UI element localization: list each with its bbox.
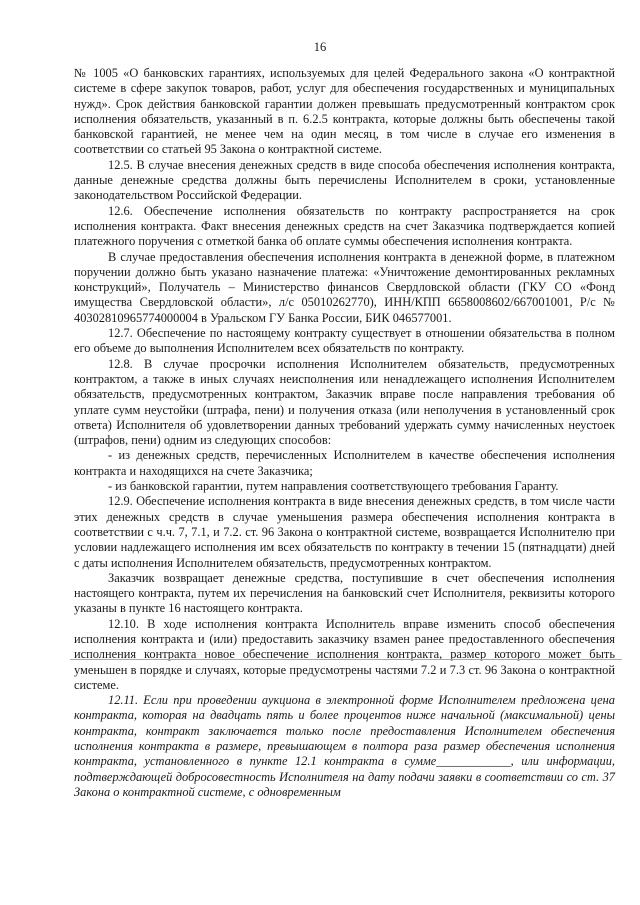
- page-number: 16: [313, 40, 327, 54]
- paragraph-12-7: 12.7. Обеспечение по настоящему контракту существует в отношении обязательства в полном его объеме до выполнения Исполнителем всех обязательств по контракту.: [74, 326, 615, 356]
- paragraph-12-5: 12.5. В случае внесения денежных средств в виде способа обеспечения исполнения контракта, данные денежные средства должны быть перечислены Исполнителем в сроки, установленные законодательством Российской Федерации.: [74, 157, 615, 203]
- list-item-deposit: - из денежных средств, перечисленных Исполнителем в качестве обеспечения исполнения контракта и находящихся на счете Заказчика;: [74, 448, 615, 478]
- paragraph-refund: Заказчик возвращает денежные средства, поступившие в счет обеспечения исполнения настоящего контракта, путем их перечисления на банковский счет Исполнителя, реквизиты которого указаны в пункте 16 настоящего контракта.: [74, 570, 615, 616]
- paragraph-bank-guarantee-continuation: № 1005 «О банковских гарантиях, используемых для целей Федерального закона «О контрактной системе в сфере закупок товаров, работ, услуг для обеспечения государственных и муниципальных нужд». Срок действия банковской гарантии должен превышать предусмотренный контрактом срок исполнения обязательств, указанный в п. 6.2.5 контракта, которые должны быть обеспечены такой банковской гарантией, не менее чем на один месяц, в том числе в случае его изменения в соответствии со статьей 95 Закона о контрактной системе.: [74, 66, 615, 157]
- document-body: [74, 66, 615, 800]
- paragraph-12-6: 12.6. Обеспечение исполнения обязательств по контракту распространяется на срок исполнения контракта. Факт внесения денежных средств на счет Заказчика подтверждается копией платежного поручения с отметкой банка об оплате суммы обеспечения исполнения контракта.: [74, 203, 615, 249]
- list-item-guarantee: - из банковской гарантии, путем направления соответствующего требования Гаранту.: [108, 479, 559, 494]
- paragraph-12-10: 12.10. В ходе исполнения контракта Исполнитель вправе изменить способ обеспечения исполнения контракта и (или) предоставить заказчику взамен ранее предоставленного обеспечения исполнения контракта новое обеспечение исполнения контракта, размер которого может быть уменьшен в порядке и случаях, которые предусмотрены частями 7.2 и 7.3 ст. 96 Закона о контрактной системе.: [74, 616, 615, 692]
- paragraph-12-11: 12.11. Если при проведении аукциона в электронной форме Исполнителем предложена цена контракта, которая на двадцать пять и более процентов ниже начальной (максимальной) цены контракта, контракт заключается только после предоставления Исполнителем обеспечения исполнения контракта в размере, превышающем в полтора раза размер обеспечения исполнения контракта, установленного в пункте 12.1 контракта в сумме____________, или информации, подтверждающей добросовестность Исполнителя на дату подачи заявки в соответствии со ст. 37 Закона о контрактной системе, с одновременным: [74, 693, 615, 799]
- scan-fold-line: [70, 659, 622, 660]
- paragraph-payment-details: В случае предоставления обеспечения исполнения контракта в денежной форме, в платежном поручении должно быть указано назначение платежа: «Уничтожение демонтированных рекламных конструкций», Получатель – Министерство финансов Свердловской области (ГКУ СО «Фонд имущества Свердловской области», л/с 05010262770), ИНН/КПП 6658008602/667001001, Р/с № 40302810965774000004 в Уральском ГУ Банка России, БИК 046577001.: [74, 249, 615, 325]
- paragraph-12-8: 12.8. В случае просрочки исполнения Исполнителем обязательств, предусмотренных контрактом, а также в иных случаях неисполнения или ненадлежащего исполнения Исполнителем обязательств, предусмотренных контрактом, Заказчик вправе после направления требования об уплате сумм неустойки (штрафа, пени) и получения отказа (или неполучения в установленный срок ответа) Исполнителя об удовлетворении данных требований удержать сумму начисленных неустоек (штрафов, пени) одним из следующих способов:: [74, 356, 615, 448]
- paragraph-12-9: 12.9. Обеспечение исполнения контракта в виде внесения денежных средств, в том числе части этих денежных средств в случае уменьшения размера обеспечения исполнения контракта в соответствии с ч.ч. 7, 7.1, и 7.2. ст. 96 Закона о контрактной системе, возвращается Исполнителю при условии надлежащего исполнения им всех обязательств по контракту в течении 15 (пятнадцати) дней с даты исполнения Исполнителем обязательств, предусмотренных контрактом.: [74, 494, 615, 570]
